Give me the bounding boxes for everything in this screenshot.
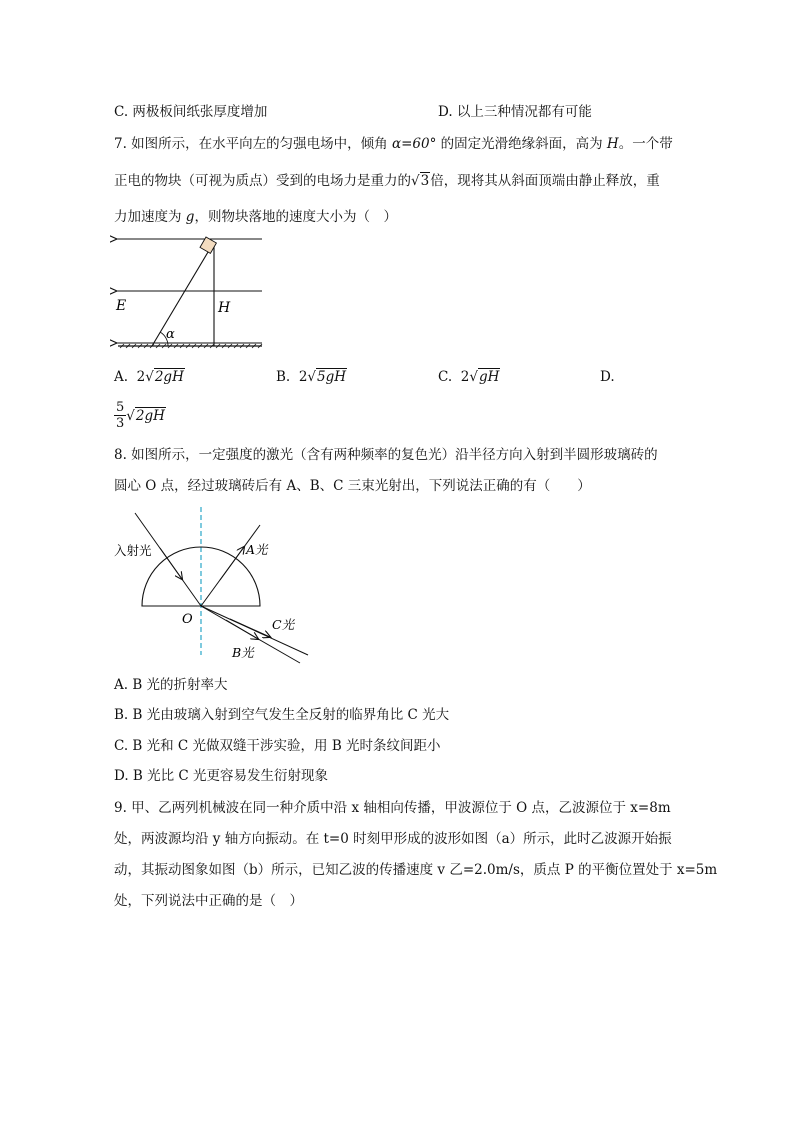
q7-label-h: H — [218, 300, 231, 316]
q7-alpha-expression: α=60° — [391, 136, 437, 152]
q7-option-b-sqrt: √5gH — [307, 369, 347, 385]
q7-line1-part-b: 的固定光滑绝缘斜面，高为 — [436, 136, 607, 152]
q8-option-b: B. B 光由玻璃入射到空气发生全反射的临界角比 C 光大 — [114, 707, 450, 723]
q7-stem-line2 — [114, 172, 660, 190]
q8-label-incident: 入射光 — [114, 543, 152, 558]
q8-label-b-light: B光 — [232, 645, 254, 660]
q7-option-b-label: B. — [276, 369, 291, 385]
q7-option-a — [114, 368, 185, 386]
q7-option-d-denominator: 3 — [116, 416, 125, 431]
q7-option-c-label: C. — [438, 369, 453, 385]
q7-line1-part-a: 7. 如图所示，在水平向左的匀强电场中，倾角 — [114, 136, 392, 152]
q7-line3-part-a: 力加速度为 — [114, 209, 186, 225]
q7-option-d-label: D. — [600, 369, 615, 385]
q8-stem-line1: 8. 如图所示，一定强度的激光（含有两种频率的复色光）沿半径方向入射到半圆形玻璃砖的 — [114, 447, 658, 463]
q8-option-c: C. B 光和 C 光做双缝干涉实验，用 B 光时条纹间距小 — [114, 738, 441, 754]
q7-option-d-numerator: 5 — [116, 400, 125, 415]
q9-stem-line3: 动，其振动图象如图（b）所示，已知乙波的传播速度 v 乙=2.0m/s，质点 P 的平衡位置处于 x=5m — [114, 862, 718, 878]
q7-figure — [110, 230, 270, 355]
q7-option-a-label: A. — [114, 369, 129, 385]
q7-option-a-coef: 2 — [136, 369, 146, 385]
q9-stem-line2: 处，两波源均沿 y 轴方向振动。在 t=0 时刻甲形成的波形如图（a）所示，此时乙波源开始振 — [114, 831, 672, 847]
q7-line2-part-b: 倍，现将其从斜面顶端由静止释放，重 — [430, 173, 660, 189]
q7-option-c-coef: 2 — [460, 369, 470, 385]
q7-option-d-fraction — [114, 400, 126, 431]
q8-incident-arrow — [160, 548, 182, 579]
q7-gravity-symbol: g — [185, 209, 195, 225]
q7-line1-part-c: 。一个带 — [618, 136, 673, 152]
q8-label-a-light: A光 — [246, 542, 268, 557]
q7-option-a-radicand: 2gH — [154, 369, 184, 385]
q7-option-d-radicand: 2gH — [135, 407, 165, 424]
q7-option-d-sqrt: √2gH — [126, 407, 165, 424]
q8-stem-line2: 圆心 O 点，经过玻璃砖后有 A、B、C 三束光射出，下列说法正确的有（ ） — [114, 478, 591, 494]
q8-option-a: A. B 光的折射率大 — [114, 677, 228, 693]
q7-label-e: E — [116, 298, 127, 314]
q7-sqrt3: √3 — [411, 173, 430, 189]
q8-a-arrow — [220, 547, 244, 580]
q7-line3-part-b: ，则物块落地的速度大小为（ ） — [194, 209, 397, 225]
q7-stem-line1 — [114, 135, 673, 153]
q7-label-alpha: α — [166, 327, 175, 342]
q7-option-b — [276, 368, 347, 386]
q7-stem-line3 — [114, 208, 397, 226]
q8-option-d: D. B 光比 C 光更容易发生衍射现象 — [114, 768, 329, 784]
q7-option-c — [438, 368, 500, 386]
q7-option-d — [114, 400, 166, 431]
q9-stem-line1: 9. 甲、乙两列机械波在同一种介质中沿 x 轴相向传播，甲波源位于 O 点，乙波源位于 x=8m — [114, 800, 671, 816]
q7-option-a-sqrt: √2gH — [145, 369, 184, 385]
q7-option-c-radicand: gH — [478, 369, 500, 385]
q9-stem-line4: 处，下列说法中正确的是（ ） — [114, 893, 303, 909]
q7-option-b-coef: 2 — [298, 369, 308, 385]
q7-option-b-radicand: 5gH — [317, 369, 347, 385]
q6-option-c: C. 两极板间纸张厚度增加 — [114, 104, 268, 120]
q7-incline-slope — [152, 242, 214, 346]
q8-label-o: O — [182, 612, 193, 627]
q7-option-c-sqrt: √gH — [469, 369, 500, 385]
q8-label-c-light: C光 — [272, 617, 295, 632]
q7-height-symbol: H — [606, 136, 619, 152]
q8-figure — [110, 505, 310, 665]
q7-sqrt3-radicand: 3 — [420, 173, 430, 189]
q6-option-d: D. 以上三种情况都有可能 — [438, 104, 592, 120]
q7-line2-part-a: 正电的物块（可视为质点）受到的电场力是重力的 — [114, 173, 411, 189]
